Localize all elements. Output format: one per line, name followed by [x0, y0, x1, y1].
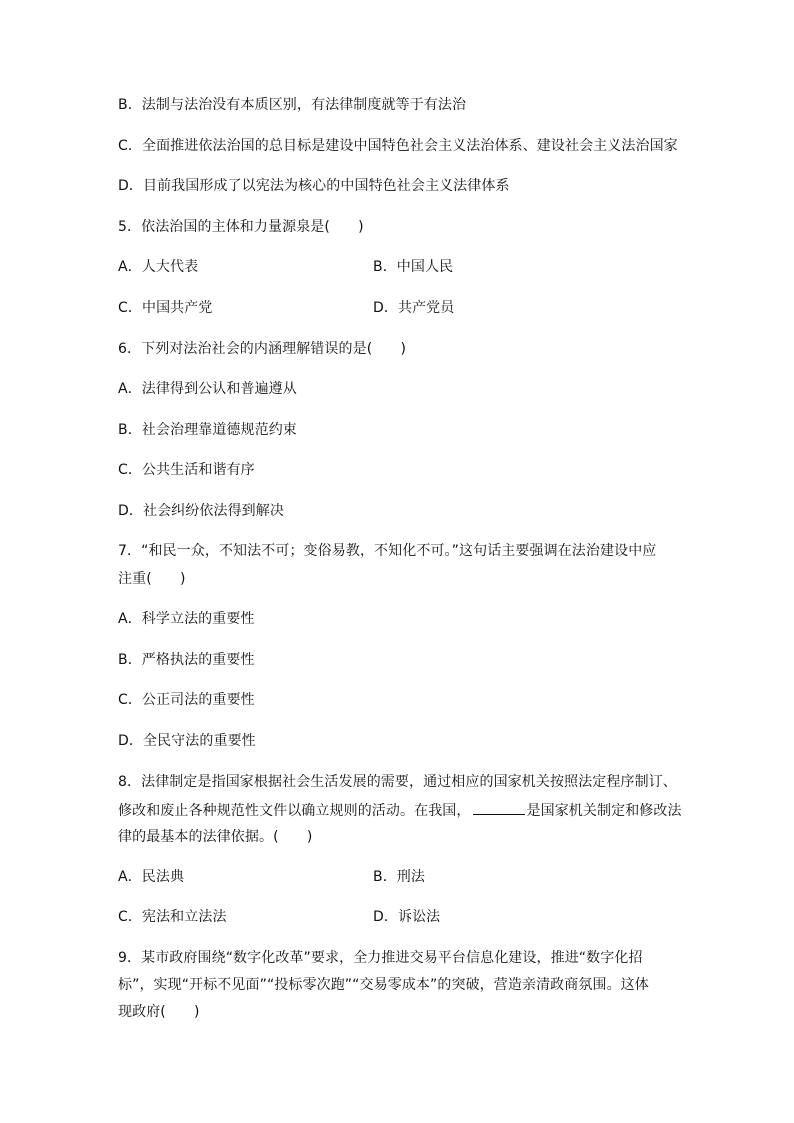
question-7-line-1: 7．“和民一众，不知法不可；变俗易教，不知化不可。”这句话主要强调在法治建设中应	[118, 543, 657, 559]
question-9-line-1: 9．某市政府围绕“数字化改革”要求，全力推进交易平台信息化建设，推进“数字化招	[118, 950, 643, 966]
q7-option-b: B．严格执法的重要性	[118, 652, 255, 668]
option-b-q4: B．法制与法治没有本质区别，有法律制度就等于有法治	[118, 97, 467, 113]
q7-option-d: D．全民守法的重要性	[118, 733, 256, 749]
question-5: 5．依法治国的主体和力量源泉是( )	[118, 219, 364, 235]
q8-option-b: B．刑法	[373, 869, 426, 885]
fill-in-blank	[473, 800, 525, 815]
question-6: 6．下列对法治社会的内涵理解错误的是( )	[118, 341, 407, 357]
q7-option-a: A．科学立法的重要性	[118, 611, 255, 627]
q6-option-a: A．法律得到公认和普遍遵从	[118, 381, 297, 397]
q8-option-a: A．民法典	[118, 869, 185, 885]
q8-line-2-start: 修改和废止各种规范性文件以确立规则的活动。在我国，	[118, 803, 471, 819]
q6-option-c: C．公共生活和谐有序	[118, 462, 255, 478]
q8-option-d: D．诉讼法	[373, 909, 441, 925]
question-8-line-1: 8．法律制定是指国家根据社会生活发展的需要，通过相应的国家机关按照法定程序制订、	[118, 774, 677, 790]
option-c-q4: C．全面推进依法治国的总目标是建设中国特色社会主义法治体系、建设社会主义法治国家	[118, 138, 678, 154]
question-9-line-3: 现政府( )	[118, 1004, 200, 1020]
q5-option-d: D．共产党员	[373, 300, 455, 316]
question-8-line-3: 律的最基本的法律依据。( )	[118, 829, 313, 845]
q6-option-d: D．社会纠纷依法得到解决	[118, 503, 284, 519]
q5-option-b: B．中国人民	[373, 259, 454, 275]
q6-option-b: B．社会治理靠道德规范约束	[118, 422, 297, 438]
q5-option-a: A．人大代表	[118, 259, 199, 275]
question-8-line-2	[118, 800, 682, 821]
question-9-line-2: 标”，实现“开标不见面”“投标零次跑”“交易零成本”的突破，营造亲清政商氛围。这体	[118, 977, 649, 993]
q8-option-c: C．宪法和立法法	[118, 909, 227, 925]
q5-option-c: C．中国共产党	[118, 300, 213, 316]
q7-option-c: C．公正司法的重要性	[118, 692, 255, 708]
option-d-q4: D．目前我国形成了以宪法为核心的中国特色社会主义法律体系	[118, 178, 510, 194]
q8-line-2-end: 是国家机关制定和修改法	[526, 803, 682, 819]
question-7-line-2: 注重( )	[118, 571, 186, 587]
